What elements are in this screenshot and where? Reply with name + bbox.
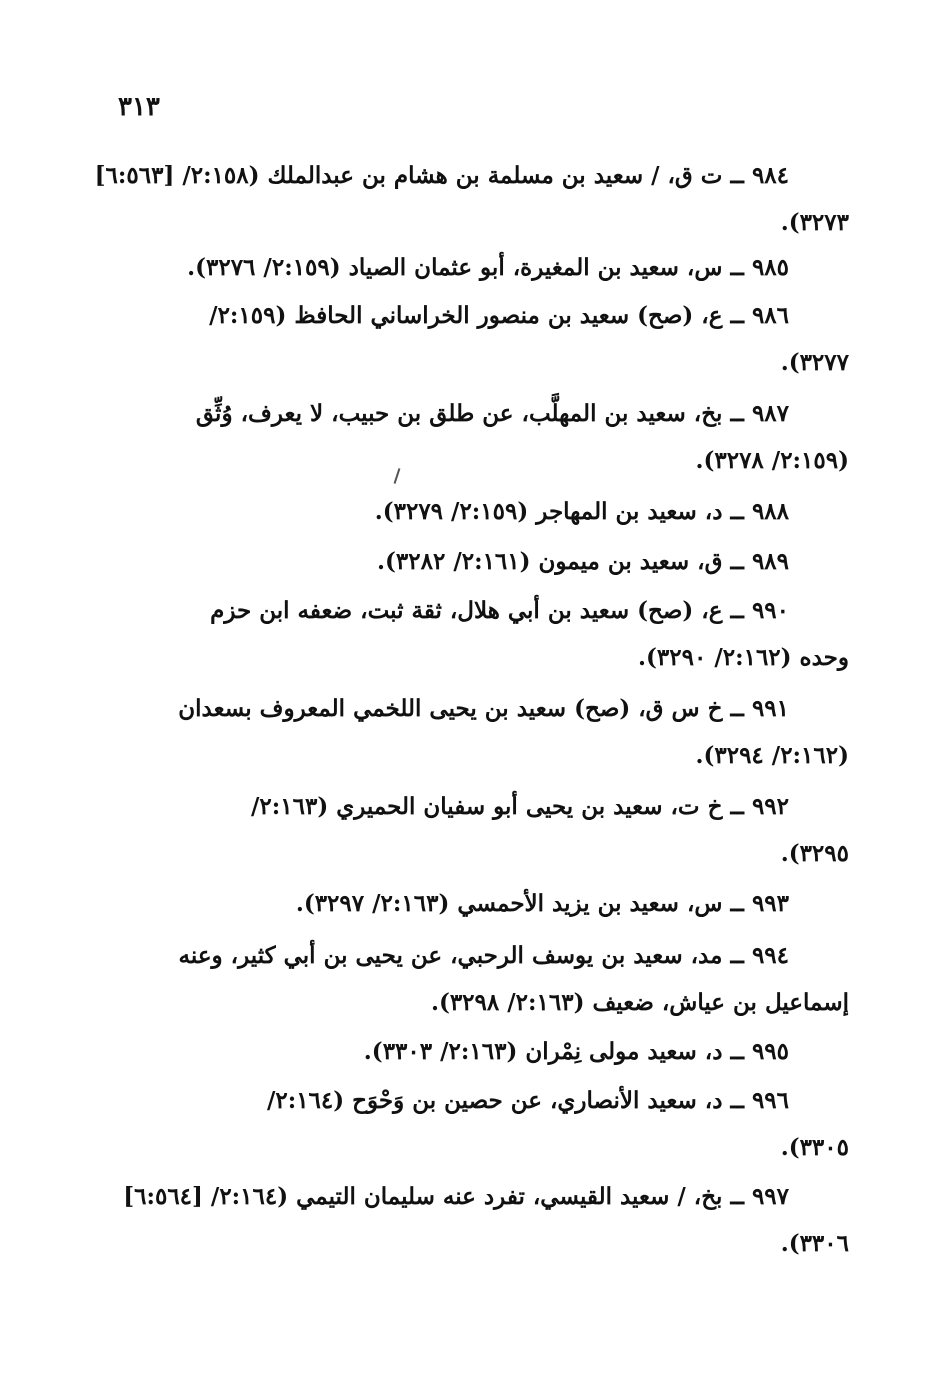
entry-line: ٩٩٣ ــ س، سعيد بن يزيد الأحمسي (٢:١٦٣/ ٣٢٩٧). <box>295 890 789 917</box>
entry-line: ٩٩٥ ــ د، سعيد مولى نِمْران (٢:١٦٣/ ٣٣٠٣). <box>363 1038 789 1065</box>
entry-line: ٩٩٠ ــ ع، (صح) سعيد بن أبي هلال، ثقة ثبت، ضعفه ابن حزم <box>210 597 789 624</box>
entry-line: (٢:١٦٢/ ٣٢٩٤). <box>695 742 849 769</box>
entry-line: ٣٢٩٥). <box>780 840 849 867</box>
entry-992 <box>129 783 849 877</box>
entry-line: ٩٩٤ ــ مد، سعيد بن يوسف الرحبي، عن يحيى بن أبي كثير، وعنه <box>178 942 789 969</box>
entry-line: إسماعيل بن عياش، ضعيف (٢:١٦٣/ ٣٢٩٨). <box>430 989 849 1016</box>
entry-986 <box>129 292 849 386</box>
entry-997 <box>29 1173 849 1267</box>
entry-989 <box>249 538 849 585</box>
entry-994 <box>129 932 849 1026</box>
entry-line: ٣٢٧٣). <box>780 209 849 236</box>
entry-line: ٩٩٧ ــ بخ، / سعيد القيسي، تفرد عنه سليمان التيمي (٢:١٦٤/ [٦:٥٦٤] <box>123 1183 789 1210</box>
entry-line: وحده (٢:١٦٢/ ٣٢٩٠). <box>638 644 849 671</box>
entry-993 <box>229 880 849 927</box>
entry-line: ٩٩٦ ــ د، سعيد الأنصاري، عن حصين بن وَحْوَح (٢:١٦٤/ <box>266 1087 789 1114</box>
page-number: ٣١٣ <box>118 92 160 122</box>
entry-line: ٩٨٨ ــ د، سعيد بن المهاجر (٢:١٥٩/ ٣٢٧٩). <box>374 498 789 525</box>
entry-990 <box>129 587 849 681</box>
entry-987 <box>129 390 849 484</box>
entry-line: ٩٩١ ــ خ س ق، (صح) سعيد بن يحيى اللخمي المعروف بسعدان <box>178 695 789 722</box>
entry-line: ٣٣٠٥). <box>780 1134 849 1161</box>
entry-line: ٩٨٦ ــ ع، (صح) سعيد بن منصور الخراساني الحافظ (٢:١٥٩/ <box>209 302 789 329</box>
entry-991 <box>129 685 849 779</box>
entry-line: ٩٨٤ ــ ت ق، / سعيد بن مسلمة بن هشام بن عبدالملك (٢:١٥٨/ [٦:٥٦٣] <box>94 162 789 189</box>
entry-line: ٩٨٥ ــ س، سعيد بن المغيرة، أبو عثمان الصياد (٢:١٥٩/ ٣٢٧٦). <box>187 254 789 281</box>
entry-985 <box>149 244 849 291</box>
entry-988 <box>249 488 849 535</box>
entry-line: ٣٢٧٧). <box>780 349 849 376</box>
entry-line: (٢:١٥٩/ ٣٢٧٨). <box>695 447 849 474</box>
entry-line: ٣٣٠٦). <box>780 1230 849 1257</box>
entry-line: ٩٨٩ ــ ق، سعيد بن ميمون (٢:١٦١/ ٣٢٨٢). <box>377 548 789 575</box>
entry-995 <box>249 1028 849 1075</box>
entry-984 <box>29 152 849 246</box>
entry-line: ٩٨٧ ــ بخ، سعيد بن المهلَّب، عن طلق بن حبيب، لا يعرف، وُثِّق <box>195 400 789 427</box>
entry-line: ٩٩٢ ــ خ ت، سعيد بن يحيى أبو سفيان الحميري (٢:١٦٣/ <box>251 793 789 820</box>
entry-996 <box>129 1077 849 1171</box>
